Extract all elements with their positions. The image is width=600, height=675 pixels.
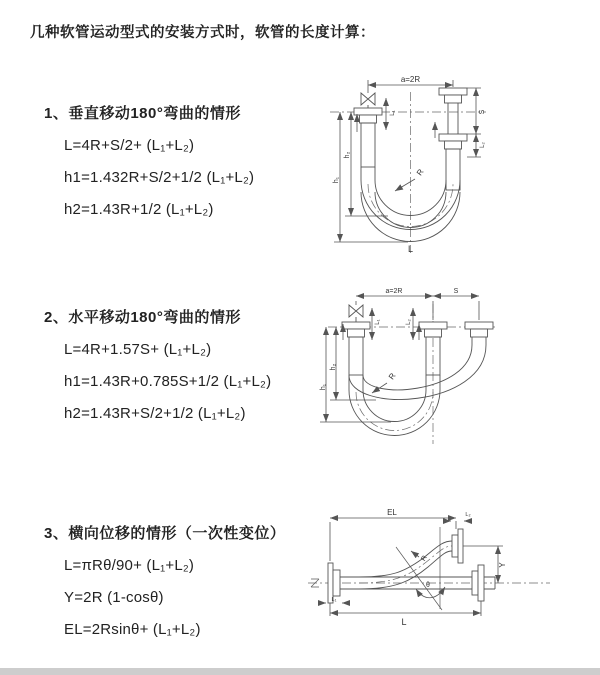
section-vertical-movement xyxy=(44,102,254,233)
dim-label-l2: L₂ xyxy=(480,142,486,148)
section-1-heading: 1、垂直移动180°弯曲的情形 xyxy=(44,105,241,122)
dim-label-h1: h₁ xyxy=(333,176,340,184)
section-lateral-displacement xyxy=(44,522,285,653)
dim-label-el: EL xyxy=(387,508,397,517)
dim-label-l: L xyxy=(407,244,414,254)
dim-label-theta: θ xyxy=(426,582,430,589)
dim-label-l2: L₂ xyxy=(406,319,412,325)
dim-label-l1: L₁ xyxy=(331,597,337,603)
formula-length: L=πRθ/90+ (L₁+L₂) xyxy=(64,557,195,574)
page-bottom-edge xyxy=(0,668,600,675)
dimensions xyxy=(320,288,479,422)
top-right-flange xyxy=(452,529,463,563)
dim-label-h2: h₂ xyxy=(330,363,337,371)
diagram-lateral-displacement xyxy=(300,503,595,651)
formula-h2: h2=1.43R+S/2+1/2 (L₁+L₂) xyxy=(64,405,246,422)
section-3-heading: 3、横向位移的情形（一次性变位） xyxy=(44,525,286,542)
dim-label-s: S xyxy=(453,288,459,295)
dim-label-h1: h₁ xyxy=(320,383,327,391)
formula-y: Y=2R (1-cosθ) xyxy=(64,589,164,606)
right-flange xyxy=(465,322,493,345)
construction-lines xyxy=(396,527,442,610)
dim-label-l: L xyxy=(401,617,407,627)
dim-label-a2r: a=2R xyxy=(385,288,403,295)
formula-el: EL=2Rsinθ+ (L₁+L₂) xyxy=(64,621,201,638)
diagram-horizontal-180-bend xyxy=(316,282,591,462)
braid-section xyxy=(349,337,363,375)
dim-label-r: R xyxy=(414,167,426,178)
left-flange xyxy=(342,322,370,375)
formula-h1: h1=1.432R+S/2+1/2 (L₁+L₂) xyxy=(64,169,255,186)
braid-section xyxy=(446,149,460,190)
section-horizontal-movement xyxy=(44,306,271,437)
dim-label-y: Y xyxy=(498,562,507,568)
centerlines xyxy=(330,92,486,253)
dim-label-l2: L₂ xyxy=(465,512,471,518)
dim-label-a2r: a=2R xyxy=(400,75,421,84)
formula-length: L=4R+1.57S+ (L₁+L₂) xyxy=(64,341,212,358)
hose-outline xyxy=(359,541,452,589)
dim-label-s: S xyxy=(479,109,486,115)
diagram-vertical-180-bend xyxy=(318,72,593,257)
dim-label-r: R xyxy=(386,371,398,382)
section-2-heading: 2、水平移动180°弯曲的情形 xyxy=(44,309,241,326)
braid-section xyxy=(361,123,375,167)
dim-label-r: R xyxy=(420,554,429,563)
formula-length: L=4R+S/2+ (L₁+L₂) xyxy=(64,137,195,154)
dim-label-l1: L₁ xyxy=(390,110,396,116)
dim-label-l1: L₁ xyxy=(375,319,381,325)
valve-icon xyxy=(349,305,363,322)
formula-h2: h2=1.43R+1/2 (L₁+L₂) xyxy=(64,201,214,218)
valve-icon xyxy=(361,93,375,108)
formula-h1: h1=1.43R+0.785S+1/2 (L₁+L₂) xyxy=(64,373,272,390)
page-title: 几种软管运动型式的安装方式时，软管的长度计算： xyxy=(30,25,375,41)
dim-label-h2: h₂ xyxy=(344,151,351,159)
left-flange xyxy=(354,108,382,167)
right-flange xyxy=(439,88,467,190)
